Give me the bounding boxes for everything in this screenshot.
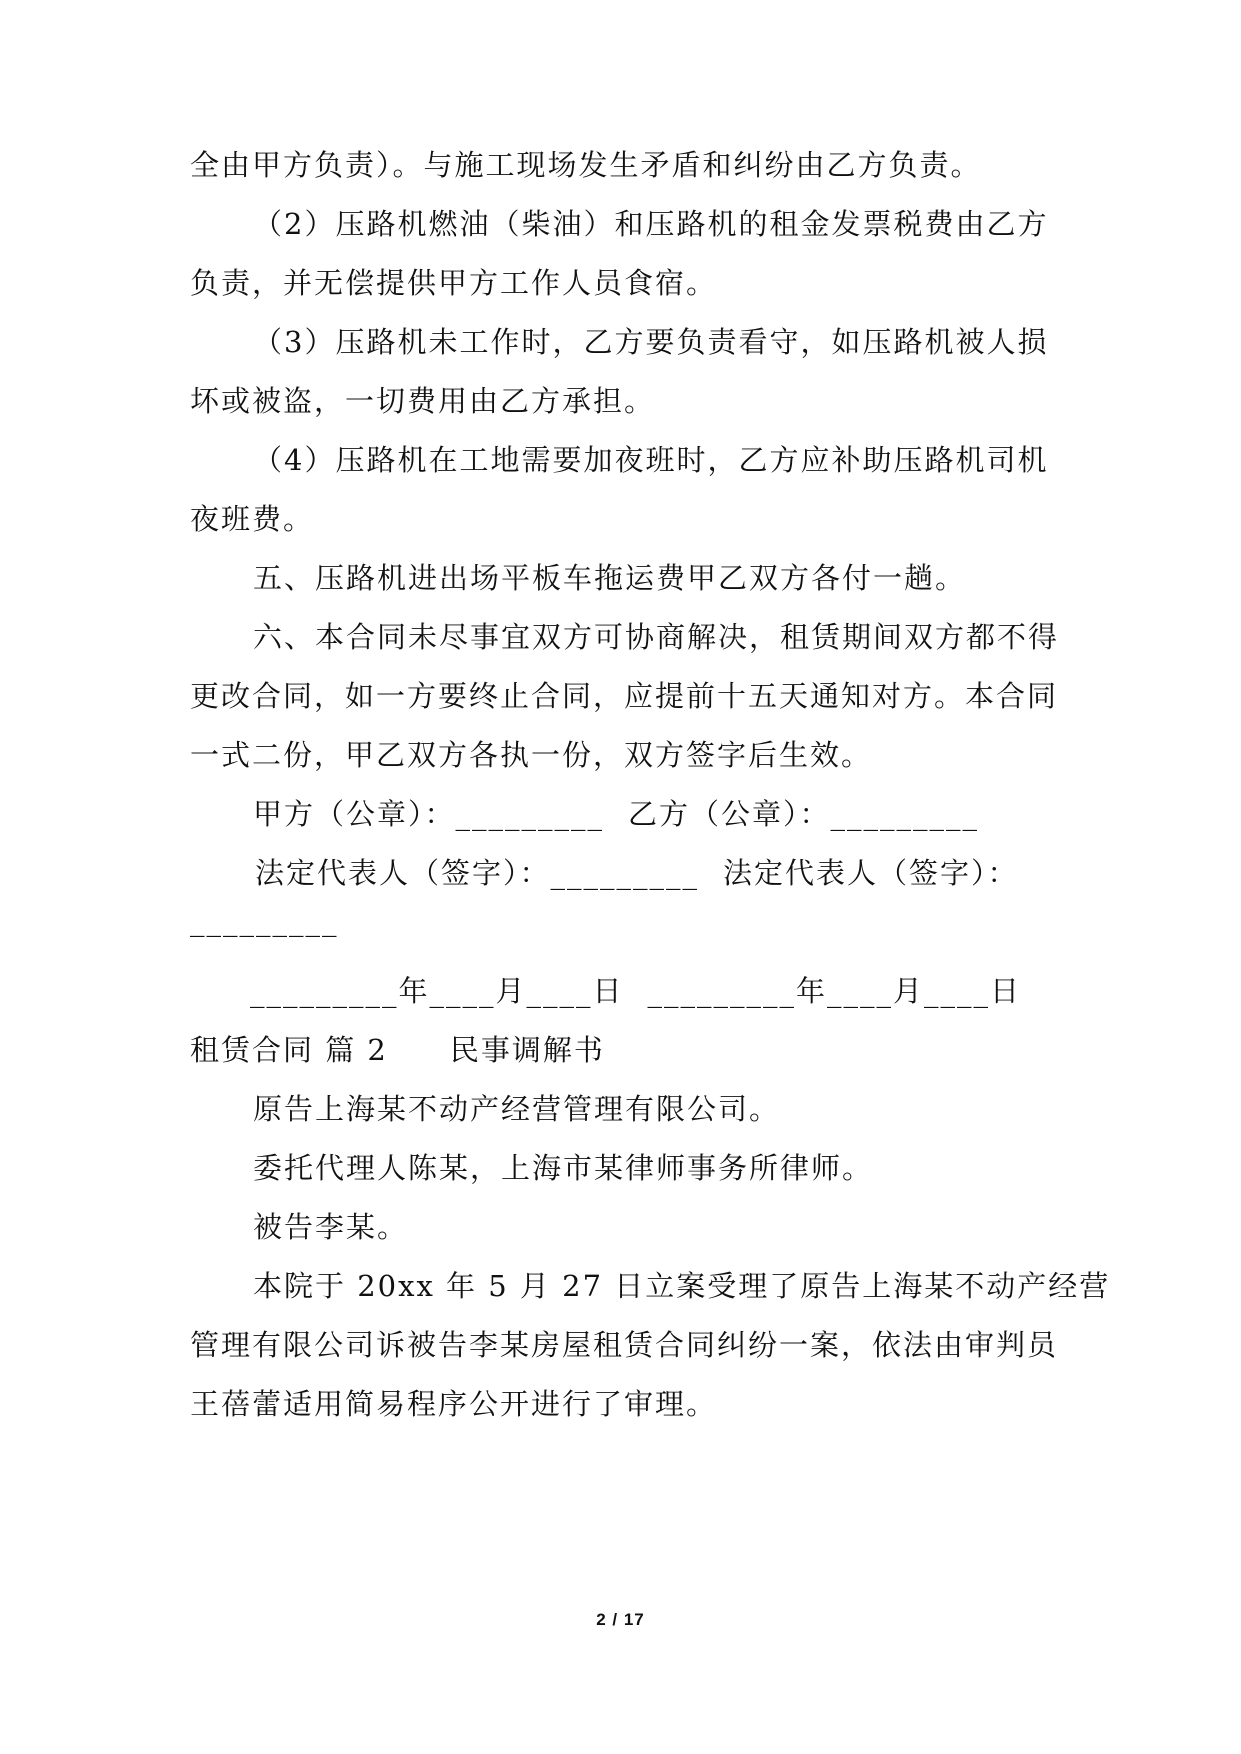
seal-line: [253, 794, 979, 834]
paragraph-line: 夜班费。: [190, 502, 315, 536]
paragraph-line: 坏或被盗，一切费用由乙方承担。: [190, 384, 656, 418]
paragraph-line: 负责，并无偿提供甲方工作人员食宿。: [190, 266, 718, 300]
paragraph-line: 全由甲方负责）。与施工现场发生矛盾和纠纷由乙方负责。: [190, 148, 982, 182]
section-heading: 租赁合同 篇 2: [190, 1033, 388, 1067]
party-a-seal: 甲方（公章）：_________: [253, 797, 605, 831]
representative-blank: _________: [190, 903, 339, 937]
paragraph-line: 一式二份，甲乙双方各执一份，双方签字后生效。: [190, 738, 873, 772]
paragraph-line: （2）压路机燃油（柴油）和压路机的租金发票税费由乙方: [253, 207, 1049, 241]
section-heading-line: [190, 1030, 605, 1070]
page-number: 2 / 17: [596, 1610, 645, 1629]
paragraph-line: 六、本合同未尽事宜双方可协商解决，租赁期间双方都不得: [253, 620, 1060, 654]
paragraph-line: （4）压路机在工地需要加夜班时，乙方应补助压路机司机: [253, 443, 1049, 477]
party-b-seal: 乙方（公章）：_________: [628, 797, 980, 831]
date-line: [250, 971, 1021, 1011]
paragraph-line: 本院于 20xx 年 5 月 27 日立案受理了原告上海某不动产经营: [253, 1269, 1111, 1303]
representative-line: [255, 853, 1019, 893]
party-b-representative: 法定代表人（签字）：: [723, 856, 1019, 890]
paragraph-line: 管理有限公司诉被告李某房屋租赁合同纠纷一案，依法由审判员: [190, 1328, 1059, 1362]
party-a-representative: 法定代表人（签字）：_________: [255, 856, 700, 890]
paragraph-line: 原告上海某不动产经营管理有限公司。: [253, 1092, 781, 1126]
paragraph-line: 更改合同，如一方要终止合同，应提前十五天通知对方。本合同: [190, 679, 1059, 713]
paragraph-line: 委托代理人陈某，上海市某律师事务所律师。: [253, 1151, 874, 1185]
paragraph-line: 被告李某。: [253, 1210, 409, 1244]
date-party-b: _________年____月____日: [647, 974, 1022, 1008]
paragraph-line: 王蓓蕾适用简易程序公开进行了审理。: [190, 1387, 718, 1421]
paragraph-line: 五、压路机进出场平板车拖运费甲乙双方各付一趟。: [253, 561, 967, 595]
paragraph-line: （3）压路机未工作时，乙方要负责看守，如压路机被人损: [253, 325, 1049, 359]
date-party-a: _________年____月____日: [250, 974, 624, 1008]
section-subheading: 民事调解书: [449, 1033, 605, 1067]
